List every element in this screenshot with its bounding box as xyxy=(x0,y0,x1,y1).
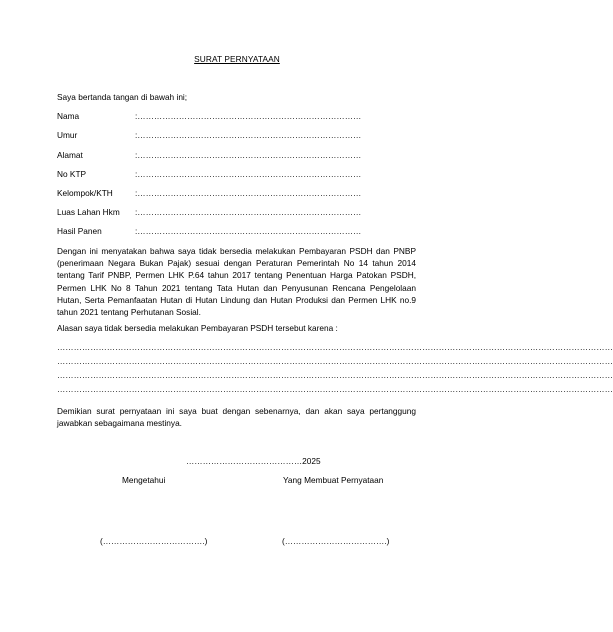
left-signer-title: Mengetahui xyxy=(122,475,166,485)
field-label: Luas Lahan Hkm xyxy=(57,207,120,217)
field-value: :……………………………………………………………………… xyxy=(135,169,362,179)
field-label: Hasil Panen xyxy=(57,226,102,236)
reason-line: ………………………………………………………………………………………………………………………………………………………………………………… xyxy=(57,384,613,394)
field-label: No KTP xyxy=(57,169,87,179)
field-value: :……………………………………………………………………… xyxy=(135,150,362,160)
field-value: :……………………………………………………………………… xyxy=(135,130,362,140)
field-label: Alamat xyxy=(57,150,83,160)
field-value: :……………………………………………………………………… xyxy=(135,226,362,236)
left-signature-line: (……………………………….) xyxy=(100,536,208,546)
reason-prompt: Alasan saya tidak bersedia melakukan Pembayaran PSDH tersebut karena : xyxy=(57,323,338,333)
reason-line: ………………………………………………………………………………………………………………………………………………………………………………… xyxy=(57,370,613,380)
right-signer-title: Yang Membuat Pernyataan xyxy=(283,475,384,485)
statement-paragraph: Dengan ini menyatakan bahwa saya tidak bersedia melakukan Pembayaran PSDH dan PNBP (penerimaan Negara Bukan Pajak) sesuai dengan Peraturan Pemerintah No 14 tahun 2014 tentang Tarif PNBP, Permen LHK P.64 tahun 2017 tentang Penentuan Harga Patokan PSDH, Permen LHK No 8 Tahun 2021 tentang Tata Hutan dan Penyusunan Rencana Pengelolaan Hutan, Serta Pemanfaatan Hutan di Hutan Lindung dan Hutan Produksi dan Permen LHK no.9 tahun 2021 tentang Perhutanan Sosial. xyxy=(57,246,416,318)
right-signature-line: (……………………………….) xyxy=(282,536,390,546)
reason-line: ………………………………………………………………………………………………………………………………………………………………………………… xyxy=(57,356,613,366)
field-label: Kelompok/KTH xyxy=(57,188,113,198)
intro-text: Saya bertanda tangan di bawah ini; xyxy=(57,92,188,102)
field-label: Umur xyxy=(57,130,78,140)
field-value: :……………………………………………………………………… xyxy=(135,207,362,217)
field-value: :……………………………………………………………………… xyxy=(135,188,362,198)
reason-line: ………………………………………………………………………………………………………………………………………………………………………………… xyxy=(57,342,613,352)
date-line: ……………………………………2025 xyxy=(186,456,321,466)
closing-paragraph: Demikian surat pernyataan ini saya buat dengan sebenarnya, dan akan saya pertanggung jawabkan sebagaimana mestinya. xyxy=(57,406,416,429)
document-title: SURAT PERNYATAAN xyxy=(194,54,280,64)
field-label: Nama xyxy=(57,111,80,121)
field-value: :……………………………………………………………………… xyxy=(135,111,362,121)
